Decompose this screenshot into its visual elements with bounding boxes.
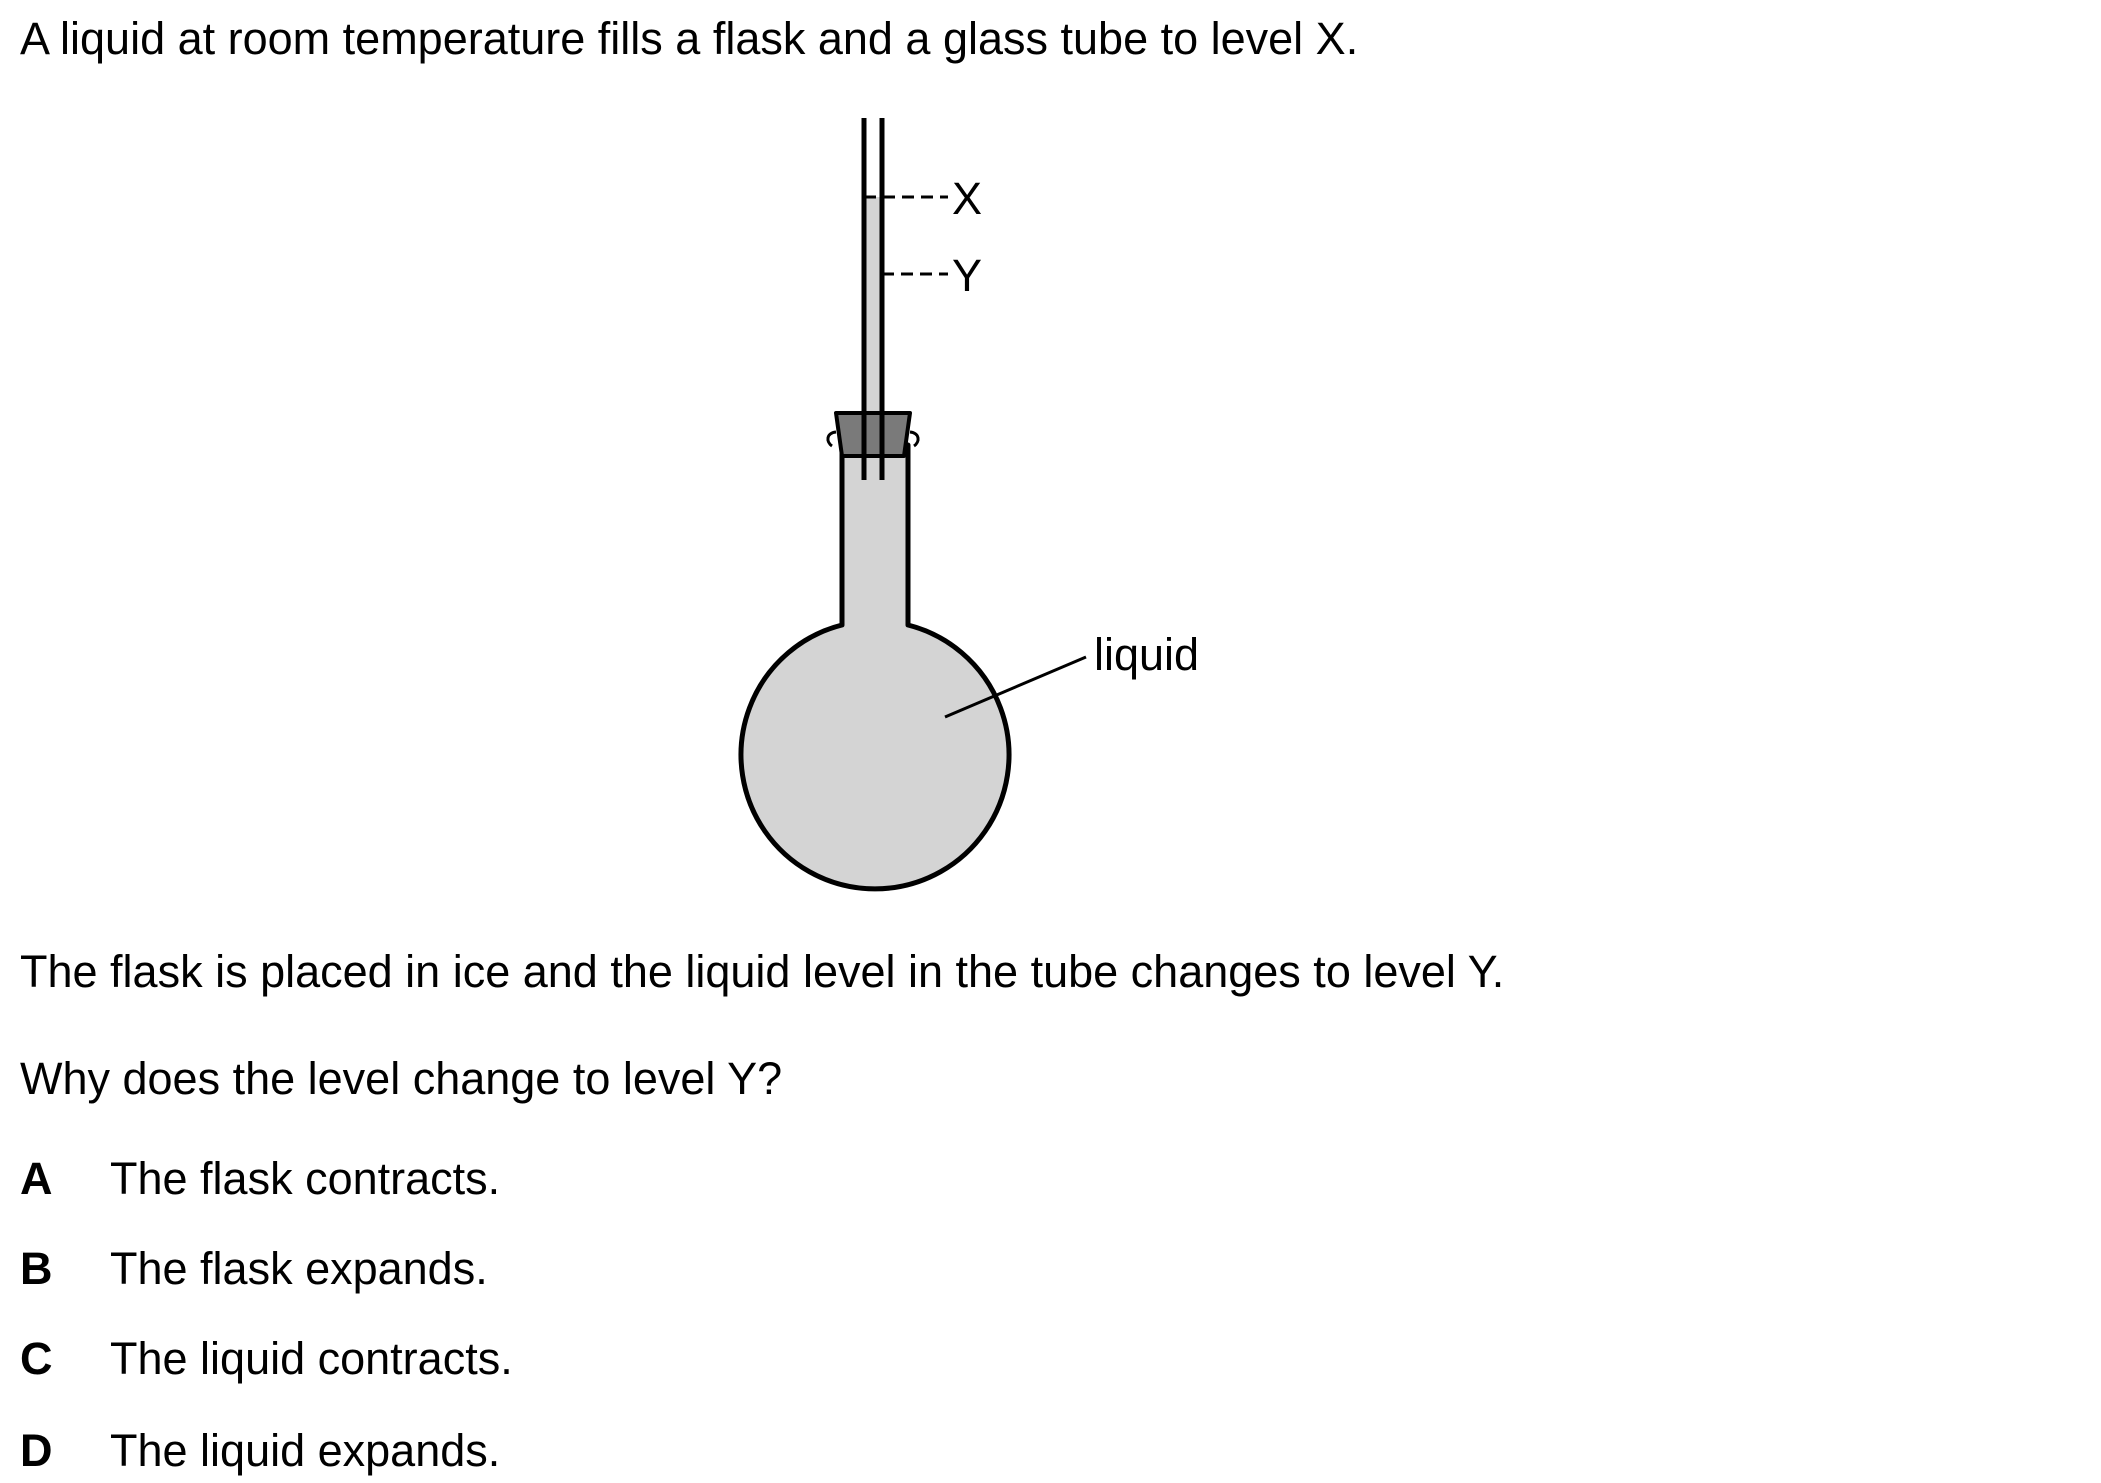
option-text: The liquid expands. bbox=[110, 1425, 501, 1476]
follow-up-text: The flask is placed in ice and the liquid level in the tube changes to level Y. bbox=[20, 946, 1505, 997]
option-text: The flask contracts. bbox=[110, 1153, 501, 1204]
option-letter: D bbox=[20, 1425, 53, 1476]
liquid-label: liquid bbox=[1094, 629, 1200, 680]
stopper bbox=[828, 413, 918, 456]
option-letter: A bbox=[20, 1153, 53, 1204]
option-text: The liquid contracts. bbox=[110, 1333, 513, 1384]
option-letter: B bbox=[20, 1243, 53, 1294]
stopper-lip-right bbox=[910, 432, 918, 446]
level-x-label: X bbox=[952, 173, 983, 224]
flask-outline bbox=[741, 445, 1009, 889]
flask bbox=[741, 445, 1009, 889]
option-letter: C bbox=[20, 1333, 53, 1384]
question-text: Why does the level change to level Y? bbox=[20, 1053, 783, 1104]
stopper-body bbox=[836, 413, 910, 456]
option-text: The flask expands. bbox=[110, 1243, 488, 1294]
intro-text: A liquid at room temperature fills a flask and a glass tube to level X. bbox=[20, 13, 1359, 64]
level-y-label: Y bbox=[952, 250, 983, 301]
stopper-lip-left bbox=[828, 432, 836, 446]
